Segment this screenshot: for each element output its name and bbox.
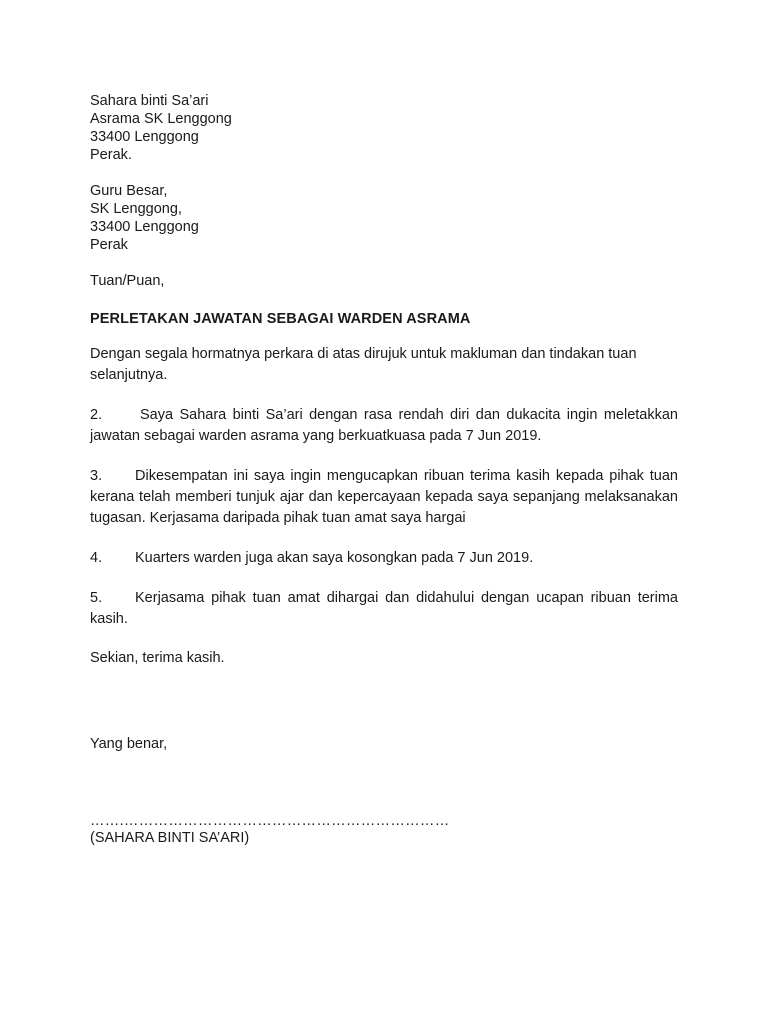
subject-heading: PERLETAKAN JAWATAN SEBAGAI WARDEN ASRAMA [90,311,471,327]
paragraph-2 [90,405,678,447]
recipient-title: Guru Besar, [90,183,168,199]
paragraph-5-number: 5. [90,590,103,606]
paragraph-2-text: Saya Sahara binti Sa’ari dengan rasa rendah diri dan dukacita ingin meletakkan jawatan sebagai warden asrama yang berkuatkuasa pada 7 Jun 2019. [90,407,678,444]
paragraph-3-number: 3. [90,468,103,484]
paragraph-2-number: 2. [90,407,103,423]
signature-line: …….………………………………………………………… [90,813,450,829]
letter [90,92,678,847]
recipient-school: SK Lenggong, [90,201,182,217]
recipient-address [90,182,678,254]
paragraph-4-number: 4. [90,550,103,566]
paragraph-3 [90,466,678,529]
sender-address [90,92,678,164]
sign-off: Yang benar, [90,736,168,752]
intro-paragraph: Dengan segala hormatnya perkara di atas dirujuk untuk makluman dan tindakan tuan selanjutnya. [90,346,637,383]
recipient-address-line: 33400 Lenggong [90,219,199,235]
sender-address-line-1: Asrama SK Lenggong [90,111,232,127]
salutation: Tuan/Puan, [90,273,165,289]
sender-name: Sahara binti Sa’ari [90,93,209,109]
recipient-state: Perak [90,237,128,253]
sender-address-line-2: 33400 Lenggong [90,129,199,145]
sender-state: Perak. [90,147,132,163]
paragraph-5 [90,588,678,630]
paragraph-5-text: Kerjasama pihak tuan amat dihargai dan didahului dengan ucapan ribuan terima kasih. [90,590,678,627]
closing: Sekian, terima kasih. [90,650,225,666]
paragraph-4 [90,548,678,569]
paragraph-3-text: Dikesempatan ini saya ingin mengucapkan ribuan terima kasih kepada pihak tuan kerana telah memberi tunjuk ajar dan kepercayaan kepada saya sepanjang melaksanakan tugasan. Kerjasama daripada pihak tuan amat saya hargai [90,468,678,526]
paragraph-4-text: Kuarters warden juga akan saya kosongkan pada 7 Jun 2019. [135,550,534,566]
signatory-name: (SAHARA BINTI SA’ARI) [90,830,250,846]
